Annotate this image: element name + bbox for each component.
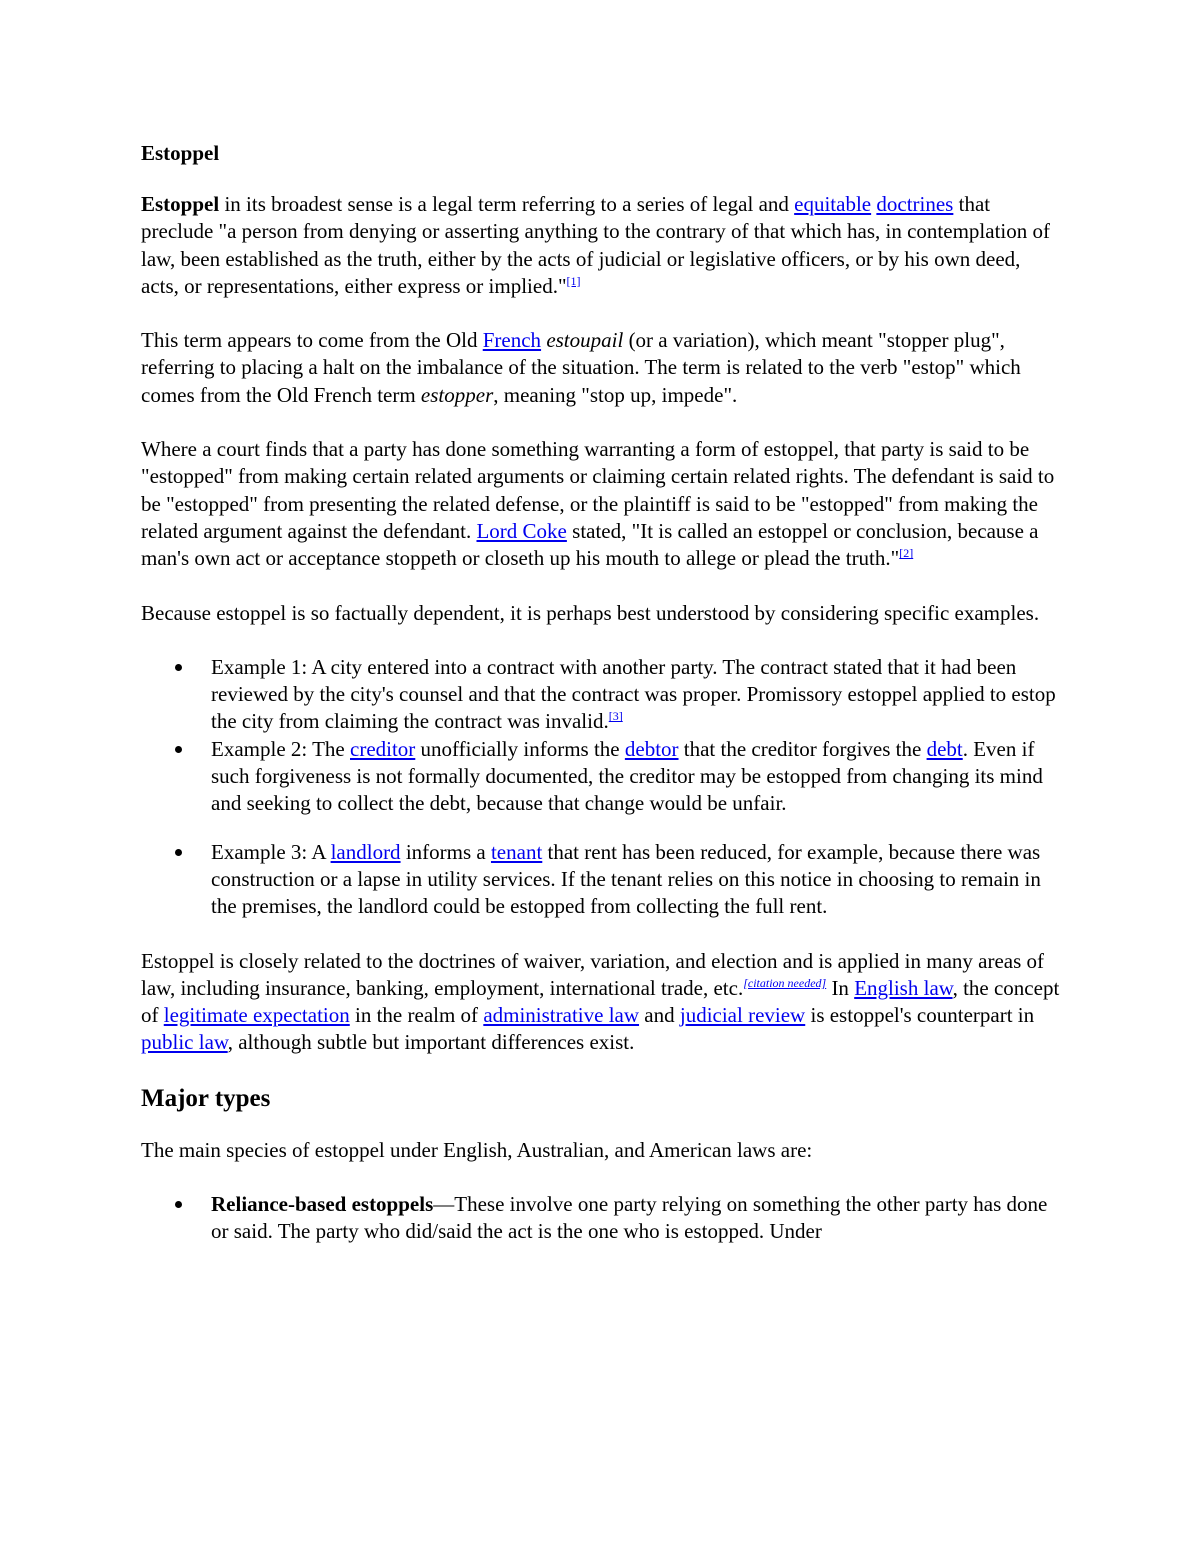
link-equitable[interactable]: equitable <box>794 192 872 216</box>
types-list <box>141 1191 1060 1246</box>
paragraph-definition: Estoppel in its broadest sense is a legal term referring to a series of legal and equitable doctrines that preclude "a person from denying or asserting anything to the contrary of that which has, in contemplation of law, been established as the truth, either by the acts of judicial or legislative officers, or by his own deed, acts, or representations, either express or implied."[1] <box>141 192 1050 298</box>
citation-needed[interactable]: [citation needed] <box>743 975 827 990</box>
section-heading-major-types: Major types <box>141 1084 271 1112</box>
link-public-law[interactable]: public law <box>141 1030 228 1055</box>
document-title: Estoppel <box>141 141 220 165</box>
paragraph-etymology: This term appears to come from the Old French estoupail (or a variation), which meant "stopper plug", referring to placing a halt on the imbalance of the situation. The term is related to the verb "estop" which comes from the Old French term estopper, meaning "stop up, impede". <box>141 328 1021 407</box>
term-bold: Estoppel <box>141 192 220 216</box>
paragraph-related-doctrines: Estoppel is closely related to the doctrines of waiver, variation, and election and is applied in many areas of law, including insurance, banking, employment, international trade, etc.[citation needed] In English law, the concept of legitimate expectation in the realm of administrative law and judicial review is estoppel's counterpart in public law, although subtle but important differences exist. <box>141 948 1060 1055</box>
paragraph-examples-intro: Because estoppel is so factually dependent, it is perhaps best understood by considering specific examples. <box>141 600 1040 625</box>
list-item-example-3: Example 3: A landlord informs a tenant that rent has been reduced, for example, because there was construction or a lapse in utility services. If the tenant relies on this notice in choosing to remain in the premises, the landlord could be estopped from collecting the full rent. <box>211 839 1060 921</box>
examples-list <box>141 654 1060 921</box>
link-judicial-review[interactable]: judicial review <box>679 1003 806 1028</box>
paragraph-major-types-intro: The main species of estoppel under English, Australian, and American laws are: <box>141 1137 813 1162</box>
reference-3[interactable]: [3] <box>608 709 623 724</box>
link-doctrines[interactable]: doctrines <box>876 192 954 216</box>
link-landlord[interactable]: landlord <box>330 839 401 864</box>
list-item-example-1: Example 1: A city entered into a contract with another party. The contract stated that it had been reviewed by the city's counsel and that the contract was proper. Promissory estoppel applied to estop the city from claiming the contract was invalid.[3] <box>211 654 1060 736</box>
link-tenant[interactable]: tenant <box>490 839 543 864</box>
link-legitimate-expectation[interactable]: legitimate expectation <box>163 1003 350 1028</box>
list-item-example-2: Example 2: The creditor unofficially informs the debtor that the creditor forgives the debt. Even if such forgiveness is not formally documented, the creditor may be estopped from changing its mind and seeking to collect the debt, because that change would be unfair. <box>211 736 1060 818</box>
link-debtor[interactable]: debtor <box>624 736 679 761</box>
link-lord-coke[interactable]: Lord Coke <box>476 518 567 543</box>
reference-2[interactable]: [2] <box>899 546 914 561</box>
reference-1[interactable]: [1] <box>566 273 581 288</box>
link-administrative-law[interactable]: administrative law <box>483 1003 640 1028</box>
link-debt[interactable]: debt <box>926 736 963 761</box>
link-english-law[interactable]: English law <box>854 975 953 1000</box>
link-french[interactable]: French <box>482 328 542 353</box>
list-item-reliance-based: Reliance-based estoppels—These involve one party relying on something the other party has done or said. The party who did/said the act is the one who is estopped. Under <box>211 1191 1060 1246</box>
paragraph-court: Where a court finds that a party has done something warranting a form of estoppel, that party is said to be "estopped" from making certain related arguments or claiming certain related rights. The defendant is said to be "estopped" from presenting the related defense, or the plaintiff is said to be "estopped" from making the related argument against the defendant. Lord Coke stated, "It is called an estoppel or conclusion, because a man's own act or acceptance stoppeth or closeth up his mouth to allege or plead the truth."[2] <box>141 437 1055 571</box>
link-creditor[interactable]: creditor <box>350 736 416 761</box>
